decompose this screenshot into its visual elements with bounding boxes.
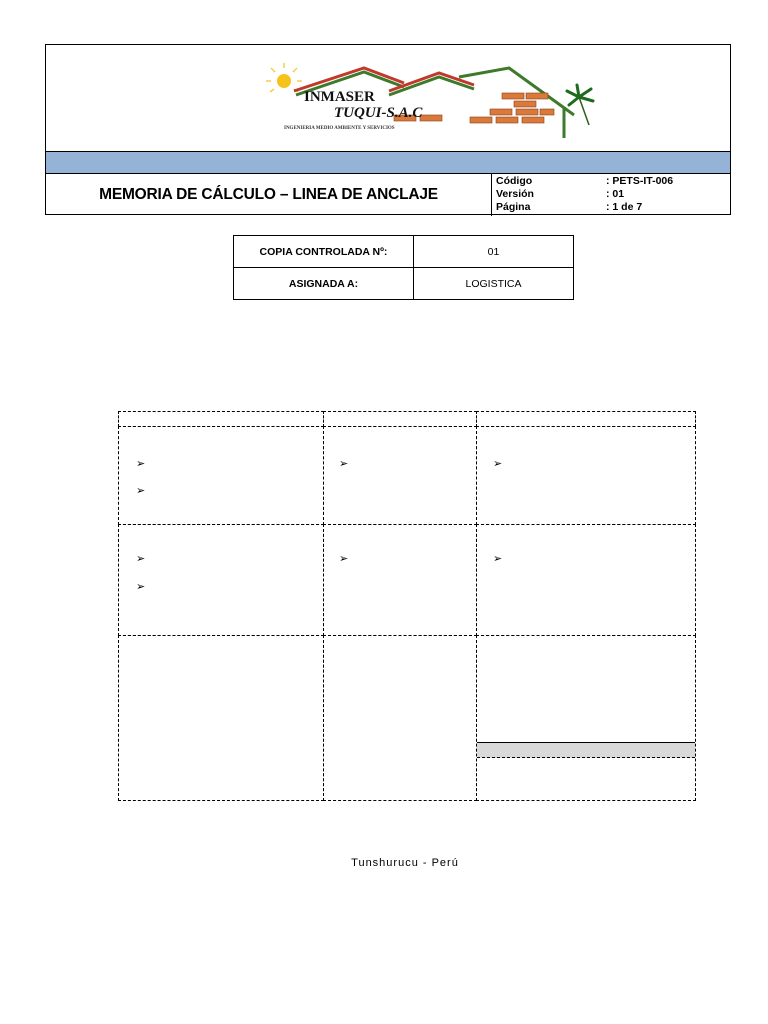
approval-cell: [323, 426, 477, 525]
controlled-copy-label: COPIA CONTROLADA Nº:: [234, 236, 414, 268]
bullet-icon: ➢: [339, 553, 349, 565]
bullet-icon: ➢: [136, 485, 146, 497]
approval-header-cell: [476, 411, 696, 427]
approval-table: [118, 411, 696, 801]
svg-text:INGENIERIA MEDIO AMBIENTE Y SE: INGENIERIA MEDIO AMBIENTE Y SERVICIOS: [284, 126, 395, 131]
bullet-icon: ➢: [136, 553, 146, 565]
bullet-icon: ➢: [493, 553, 503, 565]
table-row: [234, 236, 574, 268]
controlled-copy-table: [233, 235, 574, 300]
bullet-icon: ➢: [493, 458, 503, 470]
bullet-icon: ➢: [136, 581, 146, 593]
approval-cell: [118, 524, 324, 636]
signature-cell: [323, 635, 477, 801]
table-row: [234, 268, 574, 300]
header-color-band: [46, 151, 730, 174]
approval-header-cell: [118, 411, 324, 427]
svg-text:INMASER: INMASER: [304, 89, 375, 105]
footer-location: Tunshurucu - Perú: [351, 857, 459, 869]
document-title: MEMORIA DE CÁLCULO – LINEA DE ANCLAJE: [46, 174, 492, 216]
bullet-icon: ➢: [136, 458, 146, 470]
approval-cell: [476, 524, 696, 636]
sun-icon: [266, 63, 302, 92]
signature-cell: [118, 635, 324, 801]
bullet-icon: ➢: [339, 458, 349, 470]
controlled-copy-value: 01: [414, 236, 574, 268]
assigned-to-value: LOGISTICA: [414, 268, 574, 300]
approval-cell: [476, 426, 696, 525]
assigned-to-label: ASIGNADA A:: [234, 268, 414, 300]
palm-tree-icon: [567, 85, 593, 125]
document-header: [45, 44, 731, 215]
logo-area: [46, 45, 730, 151]
signature-cell: [476, 635, 696, 801]
approval-cell: [323, 524, 477, 636]
title-row: MEMORIA DE CÁLCULO – LINEA DE ANCLAJE Código : PETS-IT-006 Versión : 01 Página : 1 de 7: [46, 174, 730, 216]
svg-text:TUQUI-S.A.C: TUQUI-S.A.C: [334, 105, 423, 121]
approval-cell: [118, 426, 324, 525]
company-logo: [234, 63, 604, 143]
approval-header-cell: [323, 411, 477, 427]
signature-date-bar: [477, 742, 695, 758]
